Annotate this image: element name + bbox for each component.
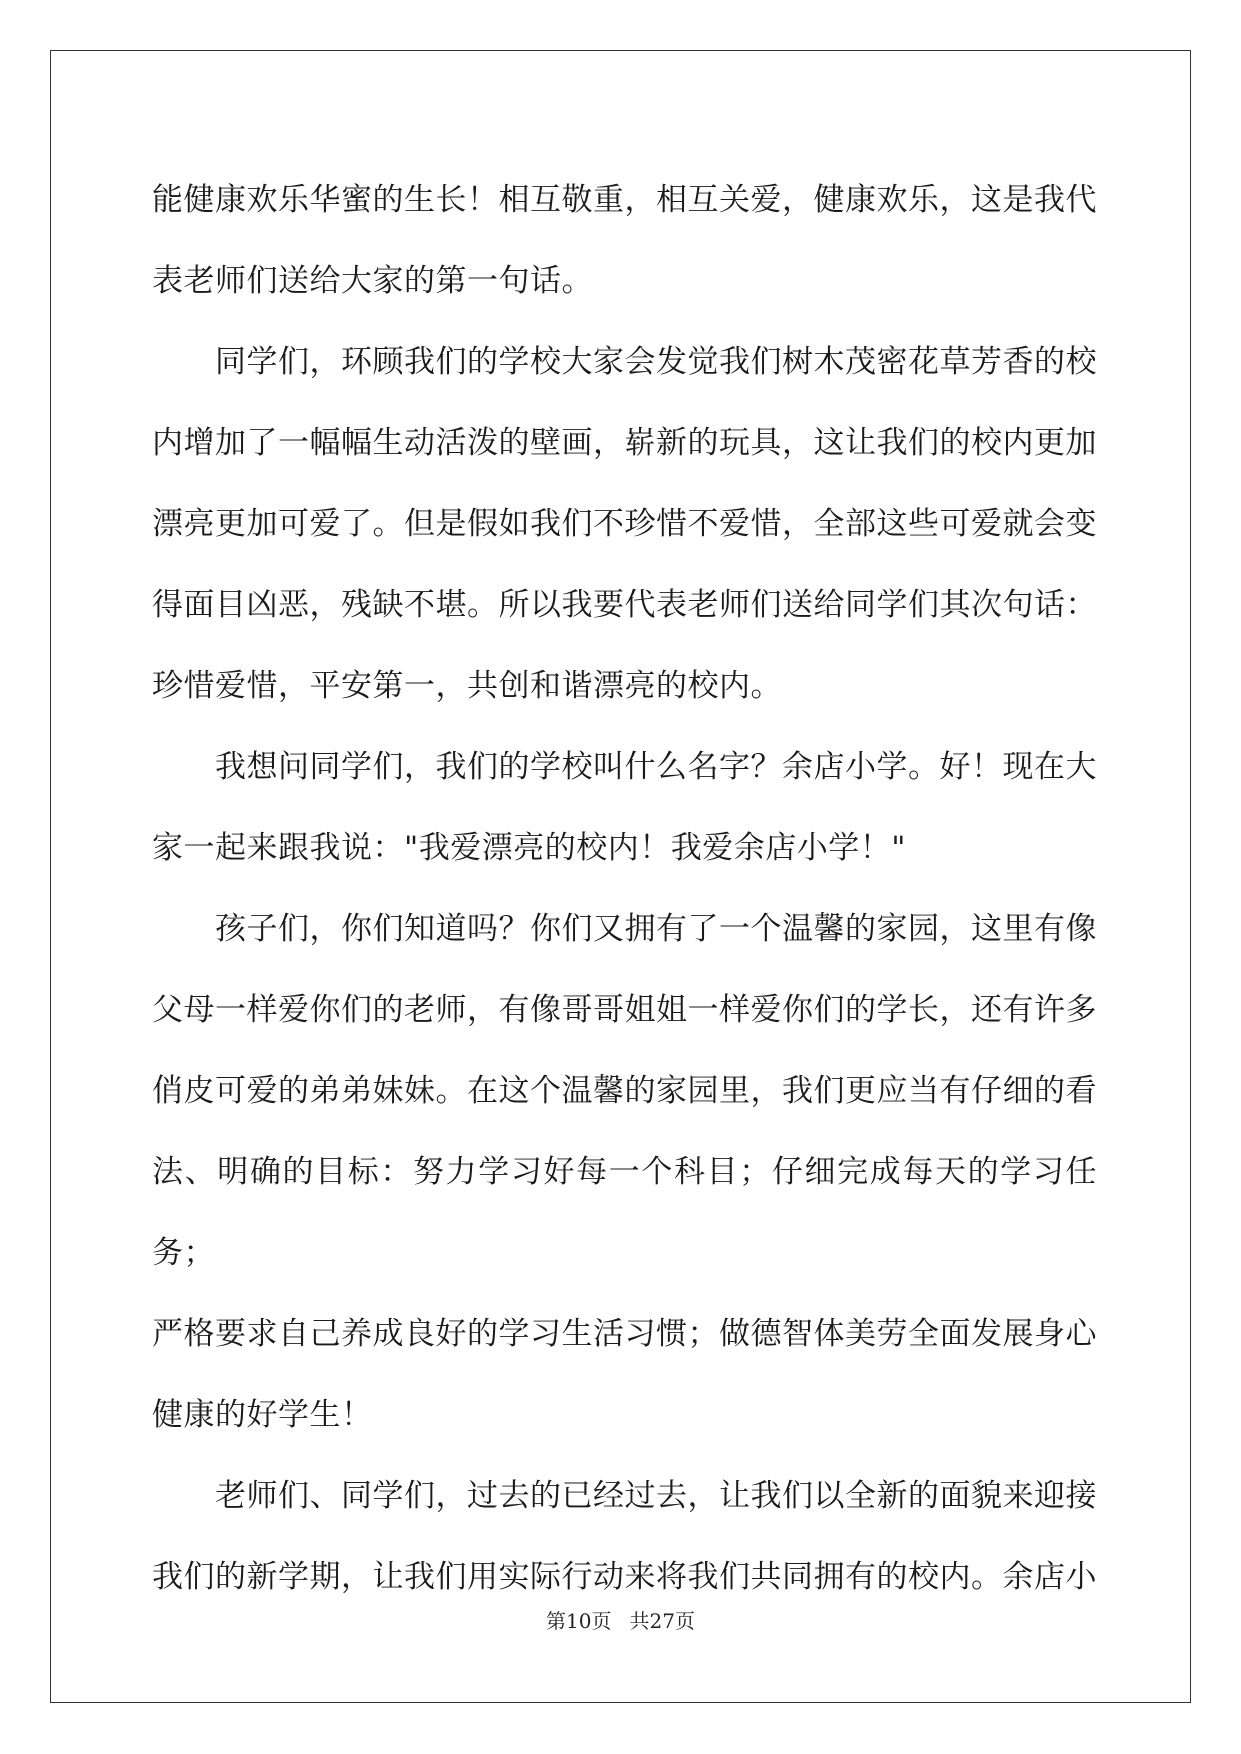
text-line-4: 内增加了一幅幅生动活泼的壁画，崭新的玩具，这让我们的校内更加	[152, 425, 1097, 461]
text-line-13: 法、明确的目标：努力学习好每一个科目；仔细完成每天的学习任务；	[152, 1154, 1097, 1271]
text-line-15: 健康的好学生！	[152, 1397, 373, 1433]
text-line-14: 严格要求自己养成良好的学习生活习惯；做德智体美劳全面发展身心	[152, 1316, 1097, 1352]
text-line-10: 孩子们，你们知道吗？你们又拥有了一个温馨的家园，这里有像	[152, 911, 1097, 947]
text-line-2: 表老师们送给大家的第一句话。	[152, 263, 593, 299]
document-body	[152, 160, 1097, 1618]
text-line-1: 能健康欢乐华蜜的生长！相互敬重，相互关爱，健康欢乐，这是我代	[152, 182, 1097, 218]
page-footer	[0, 1605, 1241, 1634]
page-number: 第10页	[546, 1609, 612, 1633]
text-line-9: 家一起来跟我说："我爱漂亮的校内！我爱余店小学！"	[152, 830, 907, 866]
text-line-3: 同学们，环顾我们的学校大家会发觉我们树木茂密花草芳香的校	[152, 344, 1097, 380]
text-line-17: 我们的新学期，让我们用实际行动来将我们共同拥有的校内。余店小	[152, 1559, 1097, 1595]
text-line-16: 老师们、同学们，过去的已经过去，让我们以全新的面貌来迎接	[152, 1478, 1097, 1514]
text-line-8: 我想问同学们，我们的学校叫什么名字？余店小学。好！现在大	[152, 749, 1097, 785]
text-line-7: 珍惜爱惜，平安第一，共创和谐漂亮的校内。	[152, 668, 782, 704]
text-line-5: 漂亮更加可爱了。但是假如我们不珍惜不爱惜，全部这些可爱就会变	[152, 506, 1097, 542]
text-line-11: 父母一样爱你们的老师，有像哥哥姐姐一样爱你们的学长，还有许多	[152, 992, 1097, 1028]
page-total: 共27页	[629, 1609, 695, 1633]
text-line-6: 得面目凶恶，残缺不堪。所以我要代表老师们送给同学们其次句话：	[152, 587, 1097, 623]
text-line-12: 俏皮可爱的弟弟妹妹。在这个温馨的家园里，我们更应当有仔细的看	[152, 1073, 1097, 1109]
